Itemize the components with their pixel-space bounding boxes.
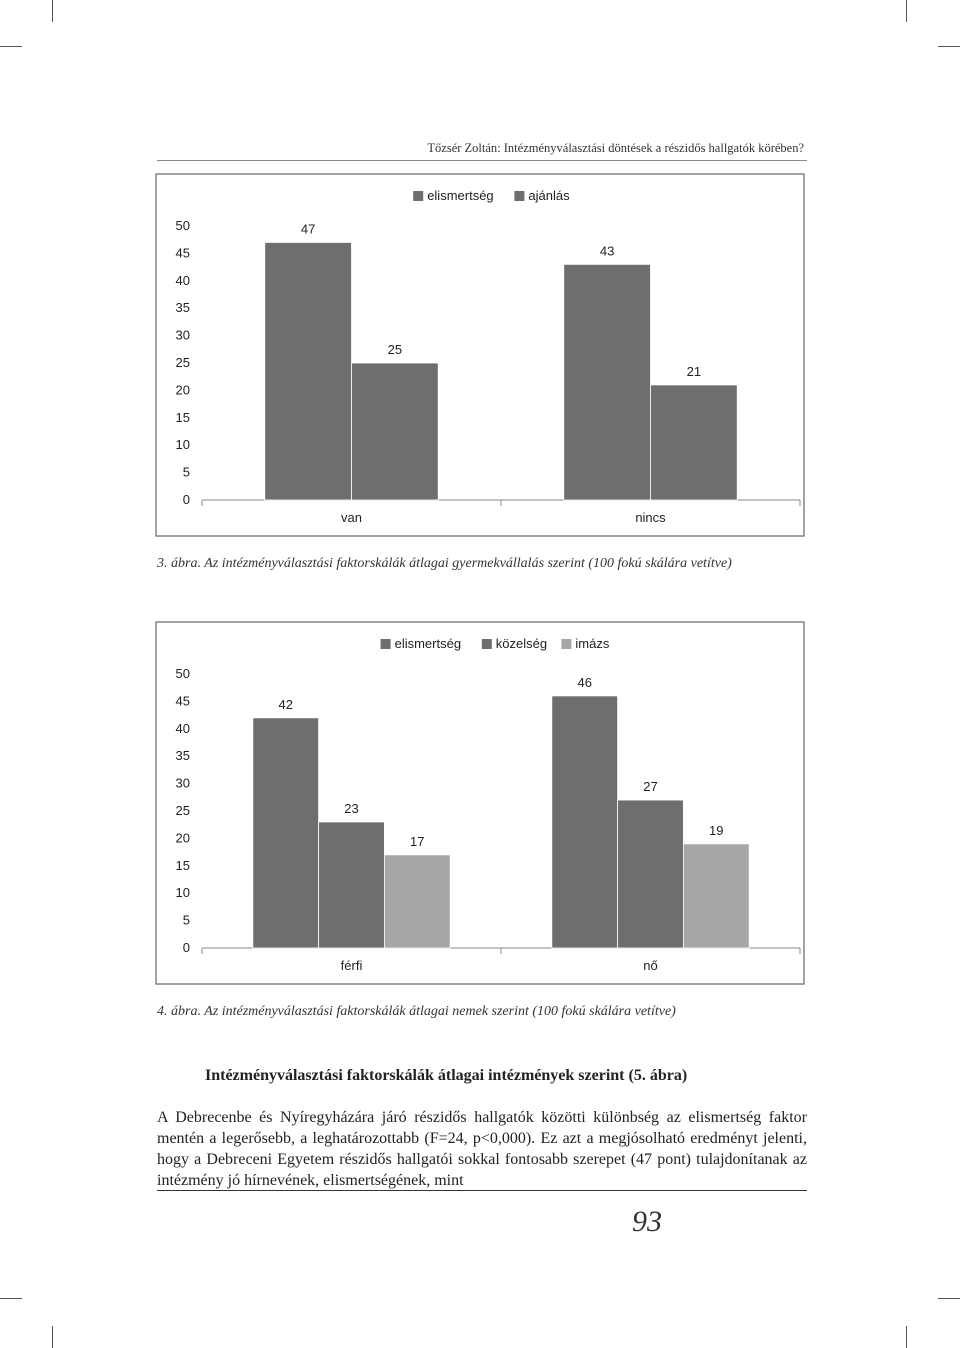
legend-swatch	[413, 191, 423, 201]
legend-swatch	[381, 639, 391, 649]
crop-mark	[906, 0, 907, 22]
y-tick-label: 25	[175, 803, 190, 818]
figure-3-chart	[150, 172, 810, 542]
y-tick-label: 35	[175, 300, 190, 316]
figure-3-caption: 3. ábra. Az intézményválasztási faktorskálák átlagai gyermekvállalás szerint (100 fokú skálára vetítve)	[157, 556, 732, 571]
crop-mark	[0, 46, 22, 47]
data-label: 46	[577, 674, 592, 690]
figure-3-svg	[150, 172, 810, 542]
data-label: 42	[278, 696, 293, 712]
figure-4-caption: 4. ábra. Az intézményválasztási faktorskálák átlagai nemek szerint (100 fokú skálára vetítve)	[157, 1004, 676, 1019]
data-label: 47	[300, 221, 316, 237]
crop-mark	[52, 1326, 53, 1348]
data-label: 27	[643, 779, 658, 795]
data-label: 21	[686, 363, 702, 379]
bar	[352, 363, 439, 500]
section-title: Intézményválasztási faktorskálák átlagai intézmények szerint (5. ábra)	[205, 1067, 688, 1084]
y-tick-label: 50	[175, 218, 190, 233]
y-tick-label: 10	[175, 437, 190, 453]
y-tick-label: 5	[182, 464, 190, 480]
y-tick-label: 45	[175, 245, 190, 261]
legend-swatch	[482, 639, 492, 649]
y-tick-label: 45	[175, 693, 190, 709]
y-tick-label: 40	[175, 720, 190, 736]
y-tick-label: 20	[175, 382, 190, 398]
paragraph-rule	[157, 1190, 807, 1191]
legend-label: ajánlás	[528, 188, 570, 203]
x-tick-label: nő	[643, 958, 658, 973]
data-label: 19	[709, 822, 724, 838]
legend-label: elismertség	[394, 636, 462, 651]
x-tick-label: nincs	[635, 510, 666, 525]
bar	[683, 844, 749, 948]
crop-mark	[906, 1326, 907, 1348]
running-header: Tőzsér Zoltán: Intézményválasztási döntések a részidős hallgatók körében?	[427, 141, 804, 155]
body-paragraph: A Debrecenbe és Nyíregyházára járó részidős hallgatók közötti különbség az elismertség faktor mentén a legerősebb, a leghatározottabb (F=24, p<0,000). Ez azt a megjósolható eredményt jelenti, hogy a Debreceni Egyetem részidős hallgatói sokkal fontosabb szerepet (47 pont) tulajdonítanak az intézmény jó hírnevének, elismertségének, mint	[157, 1109, 807, 1189]
legend-label: közelség	[495, 636, 548, 651]
crop-mark	[0, 1298, 22, 1299]
y-tick-label: 15	[175, 409, 190, 425]
y-tick-label: 35	[175, 748, 190, 764]
header-rule	[157, 160, 807, 161]
bar	[319, 822, 385, 948]
legend-label: elismertség	[427, 188, 494, 203]
y-tick-label: 25	[175, 355, 190, 370]
data-label: 23	[344, 800, 359, 816]
bar	[618, 800, 684, 948]
legend-swatch	[561, 639, 571, 649]
legend-label: imázs	[575, 636, 610, 651]
data-label: 25	[387, 342, 403, 357]
y-tick-label: 50	[175, 666, 190, 681]
bar	[564, 264, 651, 500]
y-tick-label: 30	[175, 775, 190, 791]
y-tick-label: 15	[175, 857, 190, 873]
bar	[265, 242, 352, 500]
figure-4-svg	[150, 620, 810, 990]
bar	[384, 855, 450, 948]
x-tick-label: van	[341, 510, 362, 525]
y-tick-label: 5	[182, 912, 190, 928]
crop-mark	[938, 46, 960, 47]
crop-mark	[52, 0, 53, 22]
bar	[552, 696, 618, 948]
y-tick-label: 20	[175, 830, 190, 846]
y-tick-label: 30	[175, 327, 190, 343]
legend-swatch	[514, 191, 524, 201]
y-tick-label: 0	[182, 492, 190, 507]
x-tick-label: férfi	[340, 958, 363, 973]
y-tick-label: 40	[175, 272, 190, 288]
figure-4-chart	[150, 620, 810, 990]
y-tick-label: 0	[182, 940, 190, 955]
y-tick-label: 10	[175, 885, 190, 901]
data-label: 43	[599, 243, 615, 259]
page-number: 93	[632, 1205, 662, 1238]
data-label: 17	[410, 833, 425, 849]
bar	[651, 385, 738, 500]
bar	[253, 718, 319, 948]
crop-mark	[938, 1298, 960, 1299]
